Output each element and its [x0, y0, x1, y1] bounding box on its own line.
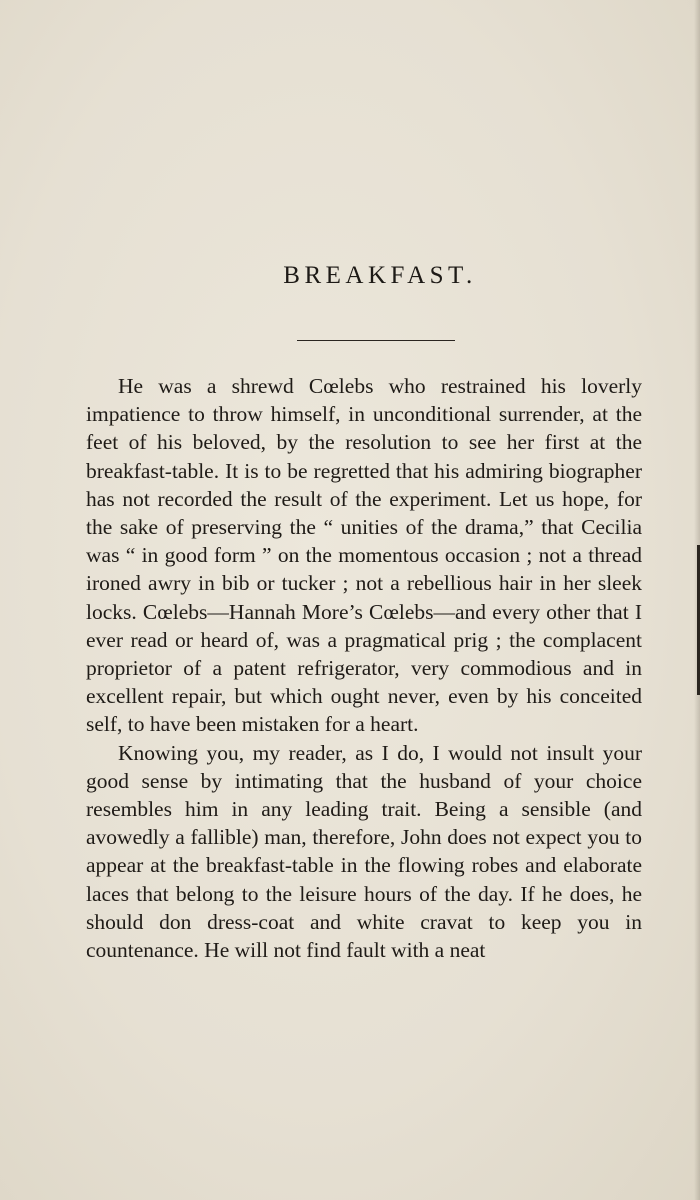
- paragraph-2: Knowing you, my reader, as I do, I would not insult your good sense by intimating that the husband of your choice resembles him in any leading trait. Being a sensible (and avowedly a fallible) man, therefore, John does not expect you to appear at the breakfast-table in the flowing robes and elaborate laces that belong to the leisure hours of the day. If he does, he should don dress-coat and white cravat to keep you in countenance. He will not find fault with a neat: [86, 740, 642, 963]
- paragraph-1: He was a shrewd Cœlebs who restrained his loverly impatience to throw himself, in unconditional surrender, at the feet of his beloved, by the resolution to see her first at the breakfast-table. It is to be regretted that his admiring biographer has not recorded the result of the experiment. Let us hope, for the sake of preserving the “ unities of the drama,” that Cecilia was “ in good form ” on the momentous occasion ; not a thread ironed awry in bib or tucker ; not a rebellious hair in her sleek locks. Cœlebs—Hannah More’s Cœlebs—and every other that I ever read or heard of, was a pragmatical prig ; the complacent proprietor of a patent refrigerator, very commodious and in excellent repair, but which ought never, even by his conceited self, to have been mistaken for a heart.: [86, 374, 642, 737]
- title-rule: [297, 340, 455, 341]
- chapter-title: BREAKFAST.: [283, 262, 477, 289]
- chapter-body: [86, 372, 642, 964]
